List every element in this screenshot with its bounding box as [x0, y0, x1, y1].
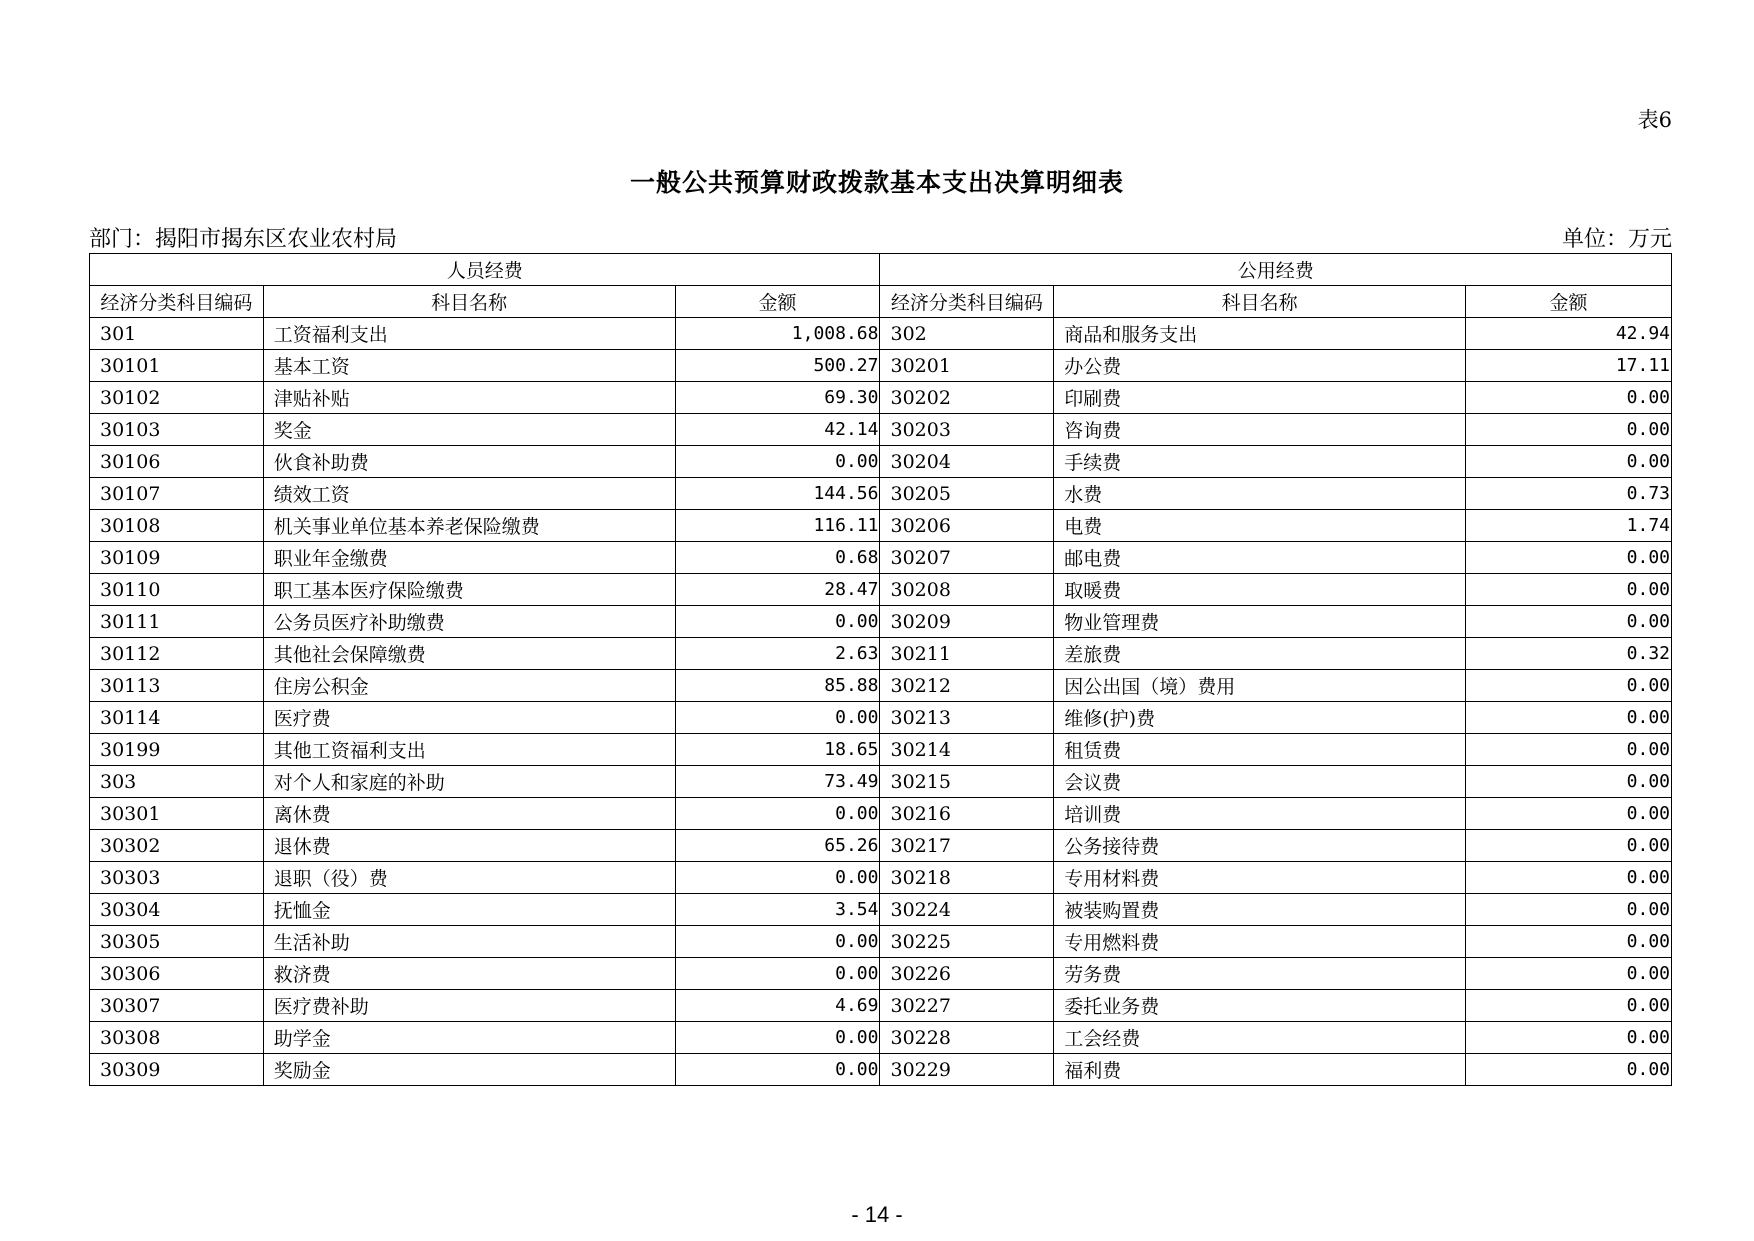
table-row	[90, 382, 1672, 414]
col-header-amount: 金额	[1466, 286, 1672, 318]
col-header-name: 科目名称	[1054, 286, 1466, 318]
right-amount-cell: 0.00	[1466, 670, 1672, 702]
left-code-cell: 30110	[90, 574, 264, 606]
left-code-cell: 30106	[90, 446, 264, 478]
left-code-cell: 30303	[90, 862, 264, 894]
right-name-cell: 劳务费	[1054, 958, 1466, 990]
left-amount-cell: 42.14	[675, 414, 880, 446]
table-row	[90, 990, 1672, 1022]
right-amount-cell: 0.00	[1466, 1022, 1672, 1054]
right-code-cell: 30215	[880, 766, 1054, 798]
right-name-cell: 电费	[1054, 510, 1466, 542]
left-code-cell: 30301	[90, 798, 264, 830]
table-row	[90, 670, 1672, 702]
right-amount-cell: 1.74	[1466, 510, 1672, 542]
left-name-cell: 绩效工资	[263, 478, 675, 510]
table-row	[90, 862, 1672, 894]
left-code-cell: 30304	[90, 894, 264, 926]
table-row	[90, 894, 1672, 926]
right-code-cell: 30217	[880, 830, 1054, 862]
left-code-cell: 30302	[90, 830, 264, 862]
right-code-cell: 302	[880, 318, 1054, 350]
table-row	[90, 1054, 1672, 1086]
left-name-cell: 津贴补贴	[263, 382, 675, 414]
left-amount-cell: 1,008.68	[675, 318, 880, 350]
left-name-cell: 伙食补助费	[263, 446, 675, 478]
right-amount-cell: 0.00	[1466, 734, 1672, 766]
right-code-cell: 30214	[880, 734, 1054, 766]
left-amount-cell: 4.69	[675, 990, 880, 1022]
column-header-row	[90, 286, 1672, 318]
table-row	[90, 766, 1672, 798]
left-code-cell: 30307	[90, 990, 264, 1022]
right-name-cell: 专用材料费	[1054, 862, 1466, 894]
right-amount-cell: 0.00	[1466, 382, 1672, 414]
left-name-cell: 医疗费	[263, 702, 675, 734]
left-amount-cell: 116.11	[675, 510, 880, 542]
right-name-cell: 租赁费	[1054, 734, 1466, 766]
right-name-cell: 邮电费	[1054, 542, 1466, 574]
unit-label: 单位：万元	[1561, 227, 1672, 252]
left-amount-cell: 0.00	[675, 1054, 880, 1086]
left-amount-cell: 85.88	[675, 670, 880, 702]
table-row	[90, 414, 1672, 446]
right-amount-cell: 42.94	[1466, 318, 1672, 350]
table-row	[90, 574, 1672, 606]
left-code-cell: 30109	[90, 542, 264, 574]
right-amount-cell: 0.00	[1466, 958, 1672, 990]
right-code-cell: 30213	[880, 702, 1054, 734]
left-name-cell: 工资福利支出	[263, 318, 675, 350]
left-code-cell: 30103	[90, 414, 264, 446]
right-name-cell: 委托业务费	[1054, 990, 1466, 1022]
right-amount-cell: 0.00	[1466, 766, 1672, 798]
left-name-cell: 奖励金	[263, 1054, 675, 1086]
left-amount-cell: 0.00	[675, 446, 880, 478]
left-amount-cell: 0.00	[675, 606, 880, 638]
right-amount-cell: 0.00	[1466, 574, 1672, 606]
left-code-cell: 303	[90, 766, 264, 798]
left-code-cell: 30112	[90, 638, 264, 670]
right-amount-cell: 0.00	[1466, 414, 1672, 446]
right-amount-cell: 0.00	[1466, 702, 1672, 734]
left-name-cell: 退休费	[263, 830, 675, 862]
left-name-cell: 退职（役）费	[263, 862, 675, 894]
page-number: - 14 -	[851, 1202, 903, 1227]
left-code-cell: 30114	[90, 702, 264, 734]
left-code-cell: 30102	[90, 382, 264, 414]
right-amount-cell: 0.00	[1466, 830, 1672, 862]
left-amount-cell: 0.00	[675, 862, 880, 894]
right-name-cell: 水费	[1054, 478, 1466, 510]
right-amount-cell: 0.00	[1466, 446, 1672, 478]
table-row	[90, 798, 1672, 830]
table-row	[90, 510, 1672, 542]
left-name-cell: 生活补助	[263, 926, 675, 958]
right-amount-cell: 0.00	[1466, 894, 1672, 926]
table-row	[90, 318, 1672, 350]
table-row	[90, 734, 1672, 766]
left-code-cell: 301	[90, 318, 264, 350]
left-name-cell: 职业年金缴费	[263, 542, 675, 574]
left-amount-cell: 0.68	[675, 542, 880, 574]
right-code-cell: 30208	[880, 574, 1054, 606]
left-code-cell: 30309	[90, 1054, 264, 1086]
left-name-cell: 医疗费补助	[263, 990, 675, 1022]
left-code-cell: 30111	[90, 606, 264, 638]
left-code-cell: 30108	[90, 510, 264, 542]
left-amount-cell: 28.47	[675, 574, 880, 606]
left-amount-cell: 0.00	[675, 958, 880, 990]
table-row	[90, 478, 1672, 510]
group-header-public: 公用经费	[880, 254, 1672, 286]
right-name-cell: 办公费	[1054, 350, 1466, 382]
right-amount-cell: 17.11	[1466, 350, 1672, 382]
left-name-cell: 其他社会保障缴费	[263, 638, 675, 670]
table-row	[90, 830, 1672, 862]
left-name-cell: 离休费	[263, 798, 675, 830]
right-amount-cell: 0.00	[1466, 862, 1672, 894]
table-row	[90, 958, 1672, 990]
expenditure-table	[89, 253, 1672, 1086]
left-name-cell: 对个人和家庭的补助	[263, 766, 675, 798]
table-row	[90, 1022, 1672, 1054]
left-amount-cell: 0.00	[675, 1022, 880, 1054]
right-code-cell: 30216	[880, 798, 1054, 830]
left-name-cell: 机关事业单位基本养老保险缴费	[263, 510, 675, 542]
left-amount-cell: 0.00	[675, 798, 880, 830]
right-name-cell: 因公出国（境）费用	[1054, 670, 1466, 702]
right-code-cell: 30201	[880, 350, 1054, 382]
right-name-cell: 差旅费	[1054, 638, 1466, 670]
right-name-cell: 被装购置费	[1054, 894, 1466, 926]
left-code-cell: 30101	[90, 350, 264, 382]
right-code-cell: 30207	[880, 542, 1054, 574]
left-code-cell: 30306	[90, 958, 264, 990]
right-code-cell: 30229	[880, 1054, 1054, 1086]
right-code-cell: 30227	[880, 990, 1054, 1022]
right-code-cell: 30206	[880, 510, 1054, 542]
right-name-cell: 维修(护)费	[1054, 702, 1466, 734]
left-code-cell: 30305	[90, 926, 264, 958]
left-code-cell: 30113	[90, 670, 264, 702]
left-amount-cell: 69.30	[675, 382, 880, 414]
left-amount-cell: 2.63	[675, 638, 880, 670]
table-row	[90, 606, 1672, 638]
col-header-code: 经济分类科目编码	[880, 286, 1054, 318]
right-code-cell: 30205	[880, 478, 1054, 510]
right-name-cell: 手续费	[1054, 446, 1466, 478]
page-title: 一般公共预算财政拨款基本支出决算明细表	[629, 168, 1124, 197]
right-amount-cell: 0.00	[1466, 1054, 1672, 1086]
right-name-cell: 会议费	[1054, 766, 1466, 798]
table-row	[90, 702, 1672, 734]
right-code-cell: 30228	[880, 1022, 1054, 1054]
left-amount-cell: 0.00	[675, 702, 880, 734]
left-amount-cell: 144.56	[675, 478, 880, 510]
col-header-name: 科目名称	[263, 286, 675, 318]
right-name-cell: 福利费	[1054, 1054, 1466, 1086]
department-label: 部门：揭阳市揭东区农业农村局	[89, 227, 398, 252]
right-code-cell: 30218	[880, 862, 1054, 894]
right-name-cell: 商品和服务支出	[1054, 318, 1466, 350]
left-name-cell: 助学金	[263, 1022, 675, 1054]
right-code-cell: 30225	[880, 926, 1054, 958]
left-code-cell: 30308	[90, 1022, 264, 1054]
left-amount-cell: 65.26	[675, 830, 880, 862]
left-name-cell: 奖金	[263, 414, 675, 446]
left-code-cell: 30107	[90, 478, 264, 510]
left-name-cell: 基本工资	[263, 350, 675, 382]
left-name-cell: 抚恤金	[263, 894, 675, 926]
right-amount-cell: 0.00	[1466, 926, 1672, 958]
right-name-cell: 专用燃料费	[1054, 926, 1466, 958]
table-row	[90, 446, 1672, 478]
right-amount-cell: 0.32	[1466, 638, 1672, 670]
left-name-cell: 其他工资福利支出	[263, 734, 675, 766]
right-amount-cell: 0.00	[1466, 542, 1672, 574]
right-amount-cell: 0.00	[1466, 606, 1672, 638]
table-row	[90, 926, 1672, 958]
col-header-code: 经济分类科目编码	[90, 286, 264, 318]
right-code-cell: 30224	[880, 894, 1054, 926]
table-row	[90, 350, 1672, 382]
right-name-cell: 印刷费	[1054, 382, 1466, 414]
right-name-cell: 培训费	[1054, 798, 1466, 830]
right-amount-cell: 0.73	[1466, 478, 1672, 510]
group-header-personnel: 人员经费	[90, 254, 880, 286]
table-number: 表6	[1637, 108, 1672, 132]
table-row	[90, 638, 1672, 670]
left-code-cell: 30199	[90, 734, 264, 766]
right-code-cell: 30202	[880, 382, 1054, 414]
left-amount-cell: 73.49	[675, 766, 880, 798]
right-name-cell: 物业管理费	[1054, 606, 1466, 638]
right-code-cell: 30203	[880, 414, 1054, 446]
right-name-cell: 工会经费	[1054, 1022, 1466, 1054]
right-amount-cell: 0.00	[1466, 798, 1672, 830]
right-code-cell: 30209	[880, 606, 1054, 638]
right-name-cell: 公务接待费	[1054, 830, 1466, 862]
col-header-amount: 金额	[675, 286, 880, 318]
left-amount-cell: 0.00	[675, 926, 880, 958]
left-name-cell: 公务员医疗补助缴费	[263, 606, 675, 638]
left-amount-cell: 3.54	[675, 894, 880, 926]
right-code-cell: 30204	[880, 446, 1054, 478]
left-name-cell: 职工基本医疗保险缴费	[263, 574, 675, 606]
left-name-cell: 救济费	[263, 958, 675, 990]
right-code-cell: 30212	[880, 670, 1054, 702]
left-amount-cell: 18.65	[675, 734, 880, 766]
right-name-cell: 取暖费	[1054, 574, 1466, 606]
table-row	[90, 542, 1672, 574]
right-amount-cell: 0.00	[1466, 990, 1672, 1022]
right-code-cell: 30211	[880, 638, 1054, 670]
right-code-cell: 30226	[880, 958, 1054, 990]
group-header-row	[90, 254, 1672, 286]
left-amount-cell: 500.27	[675, 350, 880, 382]
left-name-cell: 住房公积金	[263, 670, 675, 702]
right-name-cell: 咨询费	[1054, 414, 1466, 446]
